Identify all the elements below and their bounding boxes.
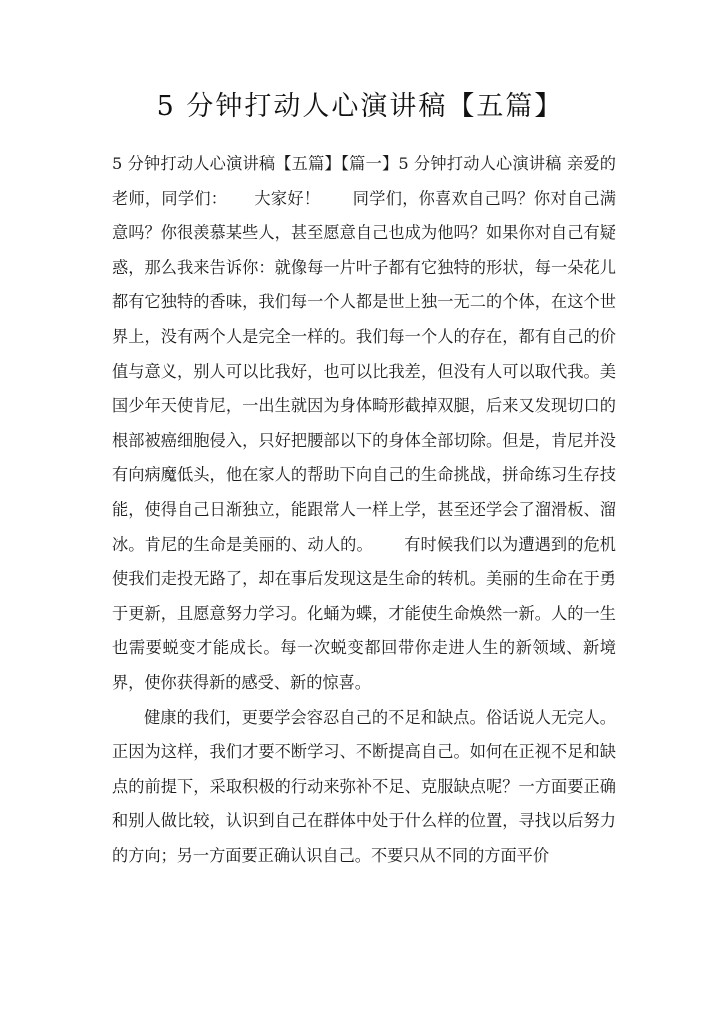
- document-title: 5 分钟打动人心演讲稿【五篇】: [156, 91, 564, 122]
- body-paragraph-1: 5 分钟打动人心演讲稿【五篇】【篇一】5 分钟打动人心演讲稿 亲爱的老师，同学们： 大家好！ 同学们，你喜欢自己吗？你对自己满意吗？你很羡慕某些人，甚至愿意自己也成为他吗？如果你对自己有疑惑，那么我来告诉你：就像每一片叶子都有它独特的形状，每一朵花儿都有它独特的香味，我们每一个人都是世上独一无二的个体，在这个世界上，没有两个人是完全一样的。我们每一个人的存在，都有自己的价值与意义，别人可以比我好，也可以比我差，但没有人可以取代我。美国少年天使肯尼，一出生就因为身体畸形截掉双腿，后来又发现切口的根部被癌细胞侵入，只好把腰部以下的身体全部切除。但是，肯尼并没有向病魔低头，他在家人的帮助下向自己的生命挑战，拼命练习生存技能，使得自己日渐独立，能跟常人一样上学，甚至还学会了溜滑板、溜冰。肯尼的生命是美丽的、动人的。 有时候我们以为遭遇到的危机使我们走投无路了，却在事后发现这是生命的转机。美丽的生命在于勇于更新，且愿意努力学习。化蛹为蝶，才能使生命焕然一新。人的一生也需要蜕变才能成长。每一次蜕变都回带你走进人生的新领域、新境界，使你获得新的感受、新的惊喜。: [112, 154, 616, 692]
- body-paragraph-2: 健康的我们，更要学会容忍自己的不足和缺点。俗话说人无完人。正因为这样，我们才要不断学习、不断提高自己。如何在正视不足和缺点的前提下，采取积极的行动来弥补不足、克服缺点呢？一方面要正确和别人做比较，认识到自己在群体中处于什么样的位置，寻找以后努力的方向；另一方面要正确认识自己。不要只从不同的方面平价: [112, 707, 616, 865]
- document-body: [112, 147, 616, 873]
